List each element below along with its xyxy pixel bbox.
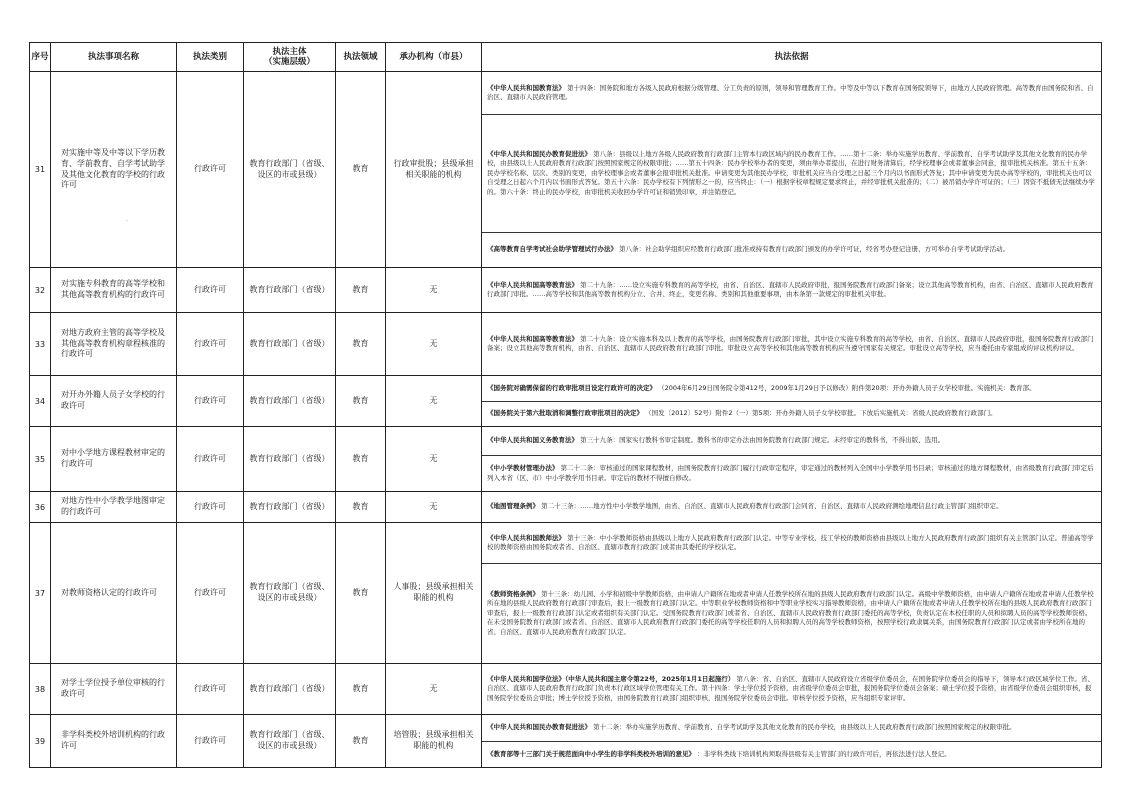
basis-paragraph (482, 114, 1101, 232)
row-subject: 教育行政部门（省级、设区的市或县级） (244, 715, 336, 768)
basis-law-title: 《中华人民共和国学位法》（中华人民共和国主席令第22号，2025年1月1日起施行） (487, 674, 735, 683)
row-basis (482, 427, 1102, 492)
row-agency: 无 (386, 492, 482, 523)
row-agency: 人事股；县级承担相关职能的机构 (386, 523, 482, 664)
basis-law-title: 《中华人民共和国高等教育法》 (487, 334, 578, 343)
basis-law-text: 第八条：县级以上地方各级人民政府教育行政部门主管本行政区域内的民办教育工作。……第十二条：举办实施学历教育、学前教育、自学考试助学及其他文化教育的民办学校，由县级以上人民政府教育行政部门按照国家规定的权限审批；……第五十四条：民办学校举办者的变更，须由举办者提出，在进行财务清算后，经学校理事会或者董事会同意，报审批机关核准。第五十五条：民办学校名称、层次、类别的变更，由学校理事会或者董事会报审批机关批准。申请变更为其他民办学校，审批机关应当自受理之日起三个月内以书面形式答复；其中申请变更为民办高等学校的，审批机关也可以自受理之日起六个月内以书面形式答复。第五十六条：民办学校有下列情形之一的，应当终止：（一）根据学校章程规定要求终止，并经审批机关批准的；（二）被吊销办学许可证的；（三）因资不抵债无法继续办学的。第六十条：终止的民办学校，由审批机关收回办学许可证和销毁印章，并注销登记。 (487, 149, 1095, 196)
header-type: 执法类别 (177, 43, 244, 72)
row-subject: 教育行政部门（省级、设区的市或县级） (244, 523, 336, 664)
basis-law-title: 《中华人民共和国教育法》 (487, 83, 565, 92)
table-row (30, 376, 1102, 427)
row-basis (482, 492, 1102, 523)
row-name: 对地方政府主管的高等学校及其他高等教育机构章程核准的行政许可 (51, 313, 177, 376)
row-name: 对学士学位授予单位审核的行政许可 (51, 664, 177, 715)
basis-law-title: 《中华人民共和国高等教育法》 (487, 280, 578, 289)
header-subject-line2: （实施层级） (263, 57, 315, 67)
row-no: 31 (30, 72, 51, 268)
row-no: 39 (30, 715, 51, 768)
table-row (30, 268, 1102, 313)
row-basis (482, 376, 1102, 427)
basis-law-title: 《教育部等十三部门关于规范面向中小学生的非学科类校外培训的意见》 (487, 749, 695, 758)
row-type: 行政许可 (177, 715, 244, 768)
header-no: 序号 (30, 43, 51, 72)
row-type: 行政许可 (177, 664, 244, 715)
row-no: 37 (30, 523, 51, 664)
row-field: 教育 (336, 664, 386, 715)
row-type: 行政许可 (177, 72, 244, 268)
header-subject (244, 43, 336, 72)
row-basis (482, 715, 1102, 768)
row-field: 教育 (336, 376, 386, 427)
row-type: 行政许可 (177, 268, 244, 313)
basis-paragraph (482, 401, 1101, 426)
row-no: 35 (30, 427, 51, 492)
basis-law-text: 第八条：社会助学组织应经教育行政部门批准或持有教育行政部门颁发的办学许可证，经省考办登记注册，方可举办自学考试助学活动。 (619, 245, 1010, 254)
row-name: 对实施中等及中等以下学历教育、学前教育、自学考试助学及其他文化教育的学校的行政许可 (51, 72, 177, 268)
basis-paragraph (482, 427, 1101, 455)
basis-law-text: 第二十九条：设立实施本科及以上教育的高等学校，由国务院教育行政部门审批，其中设立实施专科教育的高等学校，由省、自治区、直辖市人民政府审批，报国务院教育行政部门备案；设立其他高等教育机构，由省、自治区、直辖市人民政府教育行政部门审批。审批设立高等学校和其他高等教育机构应当遵守国家有关规定。审批设立高等学校，应当委托由专家组成的评议机构评议。 (487, 334, 1094, 352)
basis-law-text: （2004年6月29日国务院令第412号，2009年1月29日予以修改）附件第20项：开办外籍人员子女学校审批。实施机关：教育部。 (658, 383, 1036, 392)
basis-law-text: 第二十二条：审核通过的国家课程教材，由国务院教育行政部门履行行政审定程序，审定通过的教材列入全国中小学教学用书目录；审核通过的地方课程教材，由省级教育行政部门审定后列入本省（区、市）中小学教学用书目录。审定后的教材不得擅自修改。 (487, 464, 1094, 482)
header-agency: 承办机构（市县） (386, 43, 482, 72)
basis-law-title: 《高等教育自学考试社会助学管理试行办法》 (487, 245, 617, 254)
basis-law-text: （国发〔2012〕52号）附件2（一）第5项：开办外籍人员子女学校审批。下放后实施机关：省级人民政府教育行政部门。 (645, 409, 997, 418)
basis-paragraph (482, 715, 1101, 741)
basis-paragraph (482, 232, 1101, 267)
row-subject: 教育行政部门（省级、设区的市或县级） (244, 72, 336, 268)
basis-paragraph (482, 72, 1101, 114)
basis-paragraph (482, 376, 1101, 401)
basis-paragraph (482, 492, 1101, 522)
header-subject-line1: 执法主体 (272, 46, 307, 57)
row-basis (482, 268, 1102, 313)
row-subject: 教育行政部门（省级） (244, 492, 336, 523)
basis-paragraph (482, 268, 1101, 312)
row-field: 教育 (336, 715, 386, 768)
row-subject: 教育行政部门（省级） (244, 313, 336, 376)
basis-law-text: ：非学科类线下培训机构须取得县级有关主管部门的行政许可后，再依法进行法人登记。 (697, 749, 951, 758)
row-field: 教育 (336, 492, 386, 523)
basis-law-text: 第十二条：举办实施学历教育、学前教育、自学考试助学及其他文化教育的民办学校，由县级以上人民政府教育行政部门按照国家规定的权限审批。 (593, 723, 1016, 732)
row-no: 32 (30, 268, 51, 313)
table-row (30, 313, 1102, 376)
basis-law-text: 第十四条：国务院和地方各级人民政府根据分级管理、分工负责的原则，领导和管理教育工作。中等及中等以下教育在国务院领导下，由地方人民政府管理。高等教育由国务院和省、自治区、直辖市人民政府管理。 (487, 83, 1094, 101)
row-subject: 教育行政部门（省级） (244, 427, 336, 492)
basis-paragraph (482, 741, 1101, 767)
row-field: 教育 (336, 313, 386, 376)
table-row (30, 523, 1102, 664)
basis-law-title: 《中小学教材管理办法》 (487, 464, 559, 473)
table-row (30, 492, 1102, 523)
row-type: 行政许可 (177, 523, 244, 664)
header-name: 执法事项名称 (51, 43, 177, 72)
row-name: 对开办外籍人员子女学校的行政许可 (51, 376, 177, 427)
basis-law-title: 《中华人民共和国教师法》 (487, 533, 565, 542)
row-no: 33 (30, 313, 51, 376)
row-agency: 无 (386, 376, 482, 427)
table-row (30, 72, 1102, 268)
row-no: 36 (30, 492, 51, 523)
row-name: 对中小学地方课程教材审定的行政许可 (51, 427, 177, 492)
row-agency: 无 (386, 313, 482, 376)
row-field: 教育 (336, 72, 386, 268)
row-subject: 教育行政部门（省级） (244, 268, 336, 313)
row-no: 38 (30, 664, 51, 715)
basis-law-title: 《教师资格条例》 (487, 589, 539, 598)
row-agency: 培管股；县级承担相关职能的机构 (386, 715, 482, 768)
row-no: 34 (30, 376, 51, 427)
row-type: 行政许可 (177, 313, 244, 376)
basis-law-title: 《国务院对确需保留的行政审批项目设定行政许可的决定》 (487, 383, 656, 392)
row-field: 教育 (336, 523, 386, 664)
table-row (30, 427, 1102, 492)
basis-law-text: 第八条：省、自治区、直辖市人民政府设立省级学位委员会，在国务院学位委员会的指导下，领导本行政区域学位工作。省、自治区、直辖市人民政府教育行政部门负责本行政区域学位管理有关工作。第十四条：学士学位授予资格，由省级学位委员会审批，报国务院学位委员会备案；硕士学位授予资格，由省级学位委员会组织审核，报国务院学位委员会审批；博士学位授予资格，由国务院教育行政部门组织审核，报国务院学位委员会审批。审核学位授予资格，应当组织专家评审。 (487, 674, 1095, 702)
table-body (30, 72, 1102, 768)
header-field: 执法领域 (336, 43, 386, 72)
row-basis (482, 664, 1102, 715)
basis-law-text: 第二十九条：……设立实施专科教育的高等学校，由省、自治区、直辖市人民政府审批，报国务院教育行政部门备案；设立其他高等教育机构，由省、自治区、直辖市人民政府教育行政部门审批。……高等学校和其他高等教育机构分立、合并、终止，变更名称、类别和其他重要事项，由本条第一款规定的审批机关审批。 (487, 280, 1094, 298)
basis-paragraph (482, 523, 1101, 563)
row-agency: 无 (386, 268, 482, 313)
row-basis (482, 523, 1102, 664)
row-agency: 无 (386, 427, 482, 492)
row-field: 教育 (336, 427, 386, 492)
row-agency: 无 (386, 664, 482, 715)
row-subject: 教育行政部门（省级） (244, 664, 336, 715)
row-type: 行政许可 (177, 492, 244, 523)
header-basis: 执法依据 (482, 43, 1102, 72)
table-row (30, 715, 1102, 768)
basis-law-title: 《中华人民共和国民办教育促进法》 (487, 149, 591, 158)
basis-law-title: 《中华人民共和国民办教育促进法》 (487, 723, 591, 732)
table-header-row (30, 43, 1102, 72)
basis-law-title: 《地图管理条例》 (487, 502, 539, 511)
basis-paragraph (482, 455, 1101, 491)
basis-law-text: 第十三条：幼儿园、小学和初级中学教师资格，由申请人户籍所在地或者申请人任教学校所在地的县级人民政府教育行政部门认定。高级中学教师资格，由申请人户籍所在地或者申请人任教学校所在地的县级人民政府教育行政部门审查后，报上一级教育行政部门认定。中等职业学校教师资格和中等职业学校实习指导教师资格，由申请人户籍所在地或者申请人任教学校所在地的县级人民政府教育行政部门审查后，报上一级教育行政部门认定或者组织有关部门认定。受国务院教育行政部门或者省、自治区、直辖市人民政府教育行政部门委托的高等学校，负责认定在本校任职的人员和拟聘人员的高等学校教师资格。在未受国务院教育行政部门或者省、自治区、直辖市人民政府教育行政部门委托的高等学校任职的人员和拟聘人员的高等学校教师资格，按照学校行政隶属关系，由国务院教育行政部门认定或者由学校所在地的省、自治区、直辖市人民政府教育行政部门认定。 (487, 589, 1094, 636)
table-row (30, 664, 1102, 715)
row-basis (482, 313, 1102, 376)
row-name: 对教师资格认定的行政许可 (51, 523, 177, 664)
row-agency: 行政审批股；县级承担相关职能的机构 (386, 72, 482, 268)
enforcement-table (29, 42, 1102, 768)
basis-law-title: 《国务院关于第六批取消和调整行政审批项目的决定》 (487, 409, 643, 418)
basis-law-text: 第三十九条：国家实行教科书审定制度。教科书的审定办法由国务院教育行政部门规定。未经审定的教科书，不得出版、选用。 (580, 436, 945, 445)
row-name: 对地方性中小学教学地图审定的行政许可 (51, 492, 177, 523)
basis-law-text: 第二十三条：……地方性中小学教学地图，由省、自治区、直辖市人民政府教育行政部门会同省、自治区、直辖市人民政府测绘地理信息行政主管部门组织审定。 (541, 502, 1003, 511)
basis-paragraph (482, 664, 1101, 714)
row-field: 教育 (336, 268, 386, 313)
scan-speck: · (126, 218, 128, 225)
basis-law-text: 第十三条：中小学教师资格由县级以上地方人民政府教育行政部门认定。中等专业学校、技工学校的教师资格由县级以上地方人民政府教育行政部门组织有关主管部门认定。普通高等学校的教师资格由国务院或者省、自治区、直辖市教育行政部门或者由其委托的学校认定。 (487, 533, 1094, 551)
basis-paragraph (482, 563, 1101, 663)
basis-law-title: 《中华人民共和国义务教育法》 (487, 436, 578, 445)
basis-paragraph (482, 313, 1101, 375)
enforcement-table-page (29, 42, 1101, 768)
row-basis (482, 72, 1102, 268)
row-name: 非学科类校外培训机构的行政许可 (51, 715, 177, 768)
row-subject: 教育行政部门（省级） (244, 376, 336, 427)
row-type: 行政许可 (177, 427, 244, 492)
row-name: 对实施专科教育的高等学校和其他高等教育机构的行政许可 (51, 268, 177, 313)
row-type: 行政许可 (177, 376, 244, 427)
